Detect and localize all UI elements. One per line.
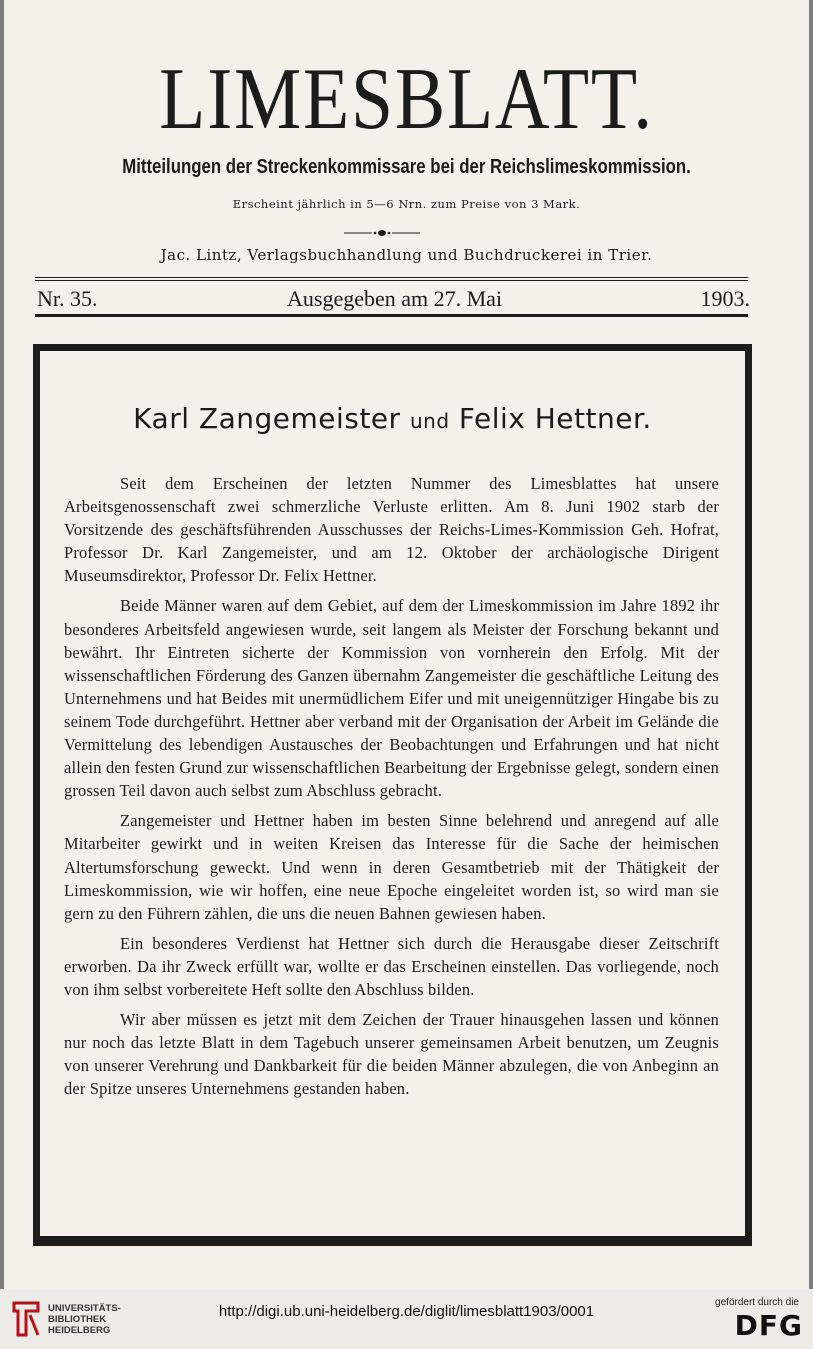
heading-name-1: Karl Zangemeister xyxy=(133,402,401,435)
article-paragraph: Beide Männer waren auf dem Gebiet, auf dem der Limeskommission im Jahre 1892 ihr besonderes Arbeitsfeld angewiesen wurde, seit langem als Meister der Forschung bekannt und bewährt. Ihr Eintreten sicherte der Kommission von vornherein den Erfolg. Mit der wissenschaftlichen Förderung des Ganzen übernahm Zangemeister die geschäftliche Leitung des Unternehmens und hat Beides mit unermüdlichem Eifer und mit uneigennütziger Hingabe bis zu seinem Tode durchgeführt. Hettner aber verband mit der Organisation der Arbeit im Gelände die Vermittelung des lebendigen Austausches der Beobachtungen und Erfahrungen und hat nicht allein den festen Grund zur wissenschaftlichen Bearbeitung der Ergebnisse gelegt, sondern einen grossen Teil davon auch selbst zum Abschluss gebracht. xyxy=(64,596,719,801)
mourning-border-bottom xyxy=(33,1236,752,1239)
funded-by-label: gefördert durch die xyxy=(715,1297,799,1308)
source-url-link[interactable]: http://digi.ub.uni-heidelberg.de/diglit/limesblatt1903/0001 xyxy=(218,1303,595,1320)
article-heading xyxy=(40,402,745,435)
ornament-divider-icon xyxy=(344,228,420,238)
issue-number: Nr. 35. xyxy=(37,286,98,311)
digitization-footer xyxy=(0,1289,813,1349)
publication-info: Erscheint jährlich in 5—6 Nrn. zum Preise von 3 Mark. xyxy=(232,197,581,211)
journal-subtitle: Mitteilungen der Streckenkommissare bei der Reichslimeskommission. xyxy=(122,156,691,178)
issue-date: Ausgegeben am 27. Mai xyxy=(287,286,503,311)
article-body xyxy=(64,472,719,1107)
heading-connector: und xyxy=(409,409,450,433)
header-rule xyxy=(35,280,748,281)
publisher-line: Jac. Lintz, Verlagsbuchhandlung und Buchdruckerei in Trier. xyxy=(160,246,653,264)
issue-row xyxy=(37,284,750,314)
document-page xyxy=(4,0,809,1289)
library-line: HEIDELBERG xyxy=(48,1325,111,1336)
heading-name-2: Felix Hettner. xyxy=(458,402,652,435)
issue-rule xyxy=(35,314,748,317)
issue-year: 1903. xyxy=(700,286,750,311)
article-paragraph: Ein besonderes Verdienst hat Hettner sich durch die Herausgabe dieser Zeitschrift erworben. Da ihr Zweck erfüllt war, wollte er das Erscheinen einstellen. Das vorliegende, noch von ihm selbst vorbereitete Heft sollte den Abschluss bilden. xyxy=(64,933,719,999)
journal-title: LIMESBLATT. xyxy=(159,51,654,148)
library-line: UNIVERSITÄTS- xyxy=(48,1303,121,1314)
library-line: BIBLIOTHEK xyxy=(48,1314,107,1325)
header-rule xyxy=(35,277,748,278)
article-paragraph: Wir aber müssen es jetzt mit dem Zeichen der Trauer hinausgehen lassen und können nur noch das letzte Blatt in dem Tagebuch unserer gemeinsamen Arbeit benutzen, um Zeugnis von unserer Verehrung und Dankbarkeit für die beiden Männer abzulegen, die von Anbeginn an der Spitze unseres Unternehmens gestanden haben. xyxy=(64,1010,719,1099)
dfg-logo: DFG xyxy=(734,1309,803,1342)
article-paragraph: Seit dem Erscheinen der letzten Nummer des Limesblattes hat unsere Arbeitsgenossenschaft zwei schmerzliche Verluste erlitten. Am 8. Juni 1902 starb der Vorsitzende des geschäftsführenden Ausschusses der Reichs-Limes-Kommission Geh. Hofrat, Professor Dr. Karl Zangemeister, und am 12. Oktober der archäologische Dirigent Museumsdirektor, Professor Dr. Felix Hettner. xyxy=(64,474,719,586)
article-paragraph: Zangemeister und Hettner haben im besten Sinne belehrend und anregend auf alle Mitarbeiter gewirkt und in weiten Kreisen das Interesse für die Sache der heimischen Altertumsforschung geweckt. Und wenn in deren Gesamtbetrieb mit der Thätigkeit der Limeskommission, wie wir hoffen, eine neue Epoche eingeleitet worden ist, so wird man sie gern zu den Führern zählen, die uns die neuen Bahnen gewiesen haben. xyxy=(64,811,719,923)
